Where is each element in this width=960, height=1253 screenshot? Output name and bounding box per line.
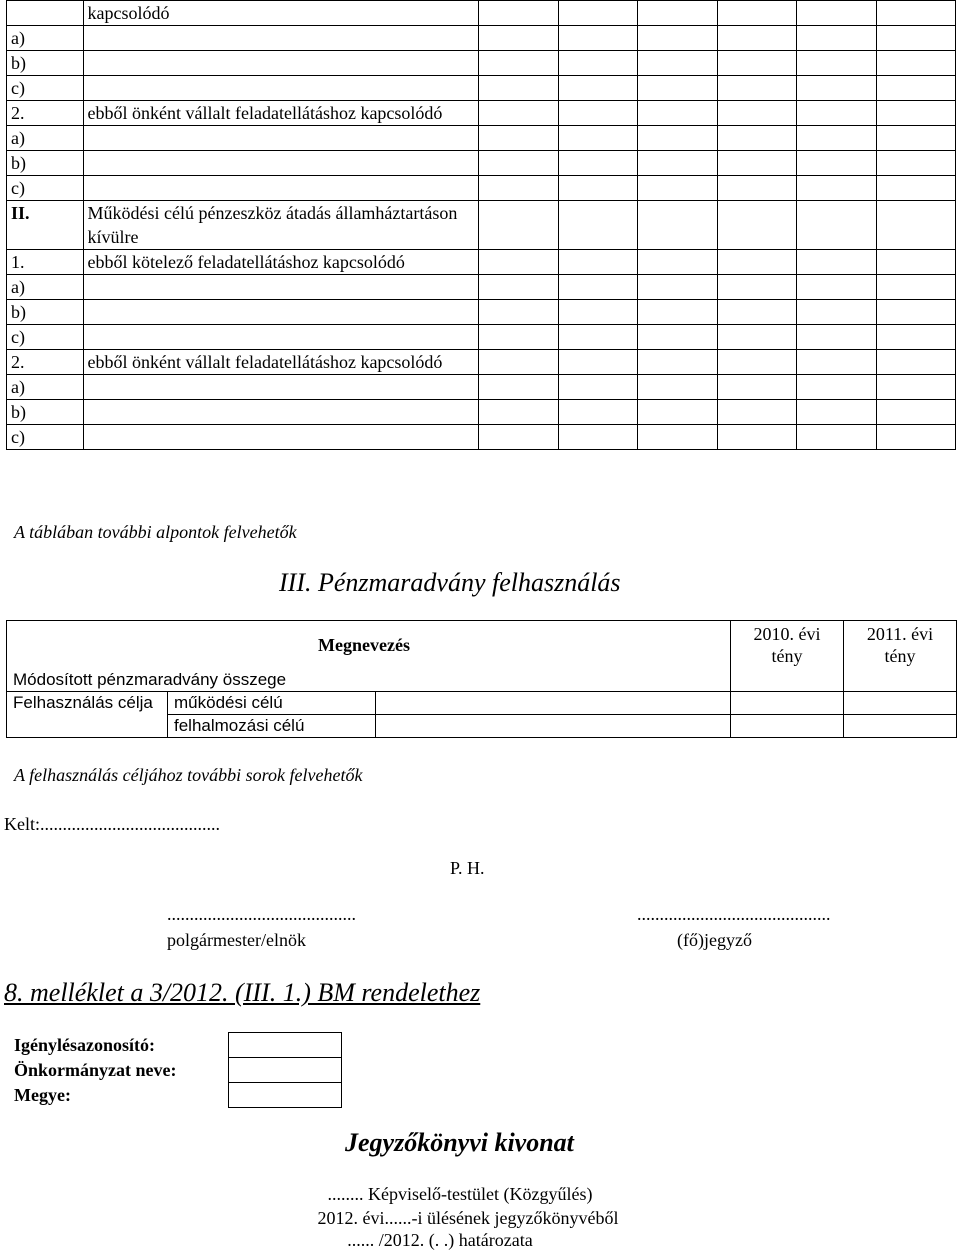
- row-label: [83, 76, 479, 101]
- sub-felhalmozasi: [168, 715, 376, 738]
- label-igenyles: Igénylésazonosító:: [14, 1035, 155, 1055]
- value-cell: [876, 425, 956, 450]
- table-row: [7, 300, 956, 325]
- value-cell: [797, 300, 876, 325]
- jkv-line-1: ........ Képviselő-testület (Közgyűlés): [327, 1184, 593, 1204]
- value-cell: [558, 250, 637, 275]
- value-cell: [558, 1, 637, 26]
- table-row: [7, 26, 956, 51]
- value-cell: [558, 201, 637, 250]
- table-row: [7, 201, 956, 250]
- row-number: 1.: [7, 250, 84, 275]
- row-label: [83, 126, 479, 151]
- value-cell: [797, 1, 876, 26]
- value-cell: [558, 400, 637, 425]
- value-cell: [558, 101, 637, 126]
- sub-felhalmozasi-label: felhalmozási célú: [174, 716, 305, 735]
- value-cell: [638, 176, 717, 201]
- value-cell: [479, 126, 558, 151]
- row-number: c): [7, 425, 84, 450]
- value-cell: [797, 350, 876, 375]
- cell-empty-1: [376, 692, 731, 715]
- value-cell: [797, 76, 876, 101]
- value-cell: [717, 76, 796, 101]
- row-label: [83, 51, 479, 76]
- cell-felhalmozasi-2011: [844, 715, 957, 738]
- value-cell: [797, 201, 876, 250]
- value-cell: [797, 126, 876, 151]
- row-label: [83, 151, 479, 176]
- value-cell: [479, 275, 558, 300]
- value-cell: [797, 176, 876, 201]
- value-cell: [479, 250, 558, 275]
- value-cell: [876, 325, 956, 350]
- row-number: a): [7, 375, 84, 400]
- value-cell: [717, 26, 796, 51]
- value-cell: [797, 250, 876, 275]
- value-cell: [876, 76, 956, 101]
- note-additional-subpoints: A táblában további alpontok felvehetők: [14, 522, 297, 542]
- row-label: [83, 176, 479, 201]
- value-cell: [876, 400, 956, 425]
- value-cell: [638, 325, 717, 350]
- table-row: [7, 51, 956, 76]
- penzmaradvany-table: [6, 620, 957, 738]
- table-row: [7, 76, 956, 101]
- budget-continuation-table: [6, 0, 956, 450]
- table-row: [7, 325, 956, 350]
- value-cell: [558, 375, 637, 400]
- annex-title: 8. melléklet a 3/2012. (III. 1.) BM rendelethez: [4, 978, 481, 1007]
- table-row: [7, 425, 956, 450]
- value-cell: [876, 250, 956, 275]
- row-number: b): [7, 51, 84, 76]
- sub-mukodesi: [168, 692, 376, 715]
- value-cell: [638, 425, 717, 450]
- value-cell: [638, 126, 717, 151]
- value-cell: [797, 151, 876, 176]
- table-row: [7, 400, 956, 425]
- value-cell: [797, 51, 876, 76]
- row-number: 2.: [7, 101, 84, 126]
- value-cell: [876, 350, 956, 375]
- row-number: b): [7, 300, 84, 325]
- value-cell: [876, 176, 956, 201]
- value-cell: [876, 300, 956, 325]
- value-cell: [638, 400, 717, 425]
- value-cell: [479, 425, 558, 450]
- cell-felhalmozasi-2010: [731, 715, 844, 738]
- value-cell: [638, 375, 717, 400]
- value-cell: [558, 325, 637, 350]
- table-row: [7, 275, 956, 300]
- onkormanyzat-input-box[interactable]: [228, 1057, 342, 1083]
- table-row: [7, 375, 956, 400]
- value-cell: [479, 1, 558, 26]
- value-cell: [479, 201, 558, 250]
- header-2011: [844, 621, 957, 692]
- row-number: [7, 1, 84, 26]
- value-cell: [797, 275, 876, 300]
- value-cell: [558, 51, 637, 76]
- value-cell: [479, 400, 558, 425]
- value-cell: [717, 350, 796, 375]
- row-number: c): [7, 176, 84, 201]
- value-cell: [876, 51, 956, 76]
- value-cell: [638, 300, 717, 325]
- row-label: ebből kötelező feladatellátáshoz kapcsolódó: [83, 250, 479, 275]
- value-cell: [717, 325, 796, 350]
- value-cell: [479, 375, 558, 400]
- jkv-title: Jegyzőkönyvi kivonat: [345, 1128, 574, 1157]
- header-2011-label: 2011. évi tény: [866, 624, 934, 666]
- value-cell: [638, 250, 717, 275]
- value-cell: [797, 425, 876, 450]
- header-megnevezes: [7, 621, 731, 670]
- header-2010-label: 2010. évi tény: [753, 624, 821, 666]
- value-cell: [717, 176, 796, 201]
- value-cell: [876, 201, 956, 250]
- value-cell: [717, 275, 796, 300]
- value-cell: [558, 176, 637, 201]
- table-row: [7, 250, 956, 275]
- value-cell: [638, 26, 717, 51]
- row-label: [83, 26, 479, 51]
- value-cell: [479, 151, 558, 176]
- value-cell: [797, 325, 876, 350]
- table-row: [7, 101, 956, 126]
- row-felhasznalas: [7, 692, 168, 738]
- row-label: [83, 275, 479, 300]
- value-cell: [479, 325, 558, 350]
- section-title-penzmaradvany: III. Pénzmaradvány felhasználás: [279, 568, 621, 597]
- value-cell: [638, 151, 717, 176]
- value-cell: [479, 300, 558, 325]
- value-cell: [797, 101, 876, 126]
- row-label: [83, 375, 479, 400]
- row-label: ebből önként vállalt feladatellátáshoz kapcsolódó: [83, 101, 479, 126]
- value-cell: [558, 350, 637, 375]
- label-megye: Megye:: [14, 1085, 71, 1105]
- value-cell: [876, 151, 956, 176]
- value-cell: [479, 101, 558, 126]
- signature-left-dots: ..........................................: [167, 904, 356, 924]
- value-cell: [479, 26, 558, 51]
- igenyles-input-box[interactable]: [228, 1032, 342, 1058]
- value-cell: [558, 300, 637, 325]
- kelt-line: Kelt:........................................: [4, 814, 220, 834]
- value-cell: [876, 126, 956, 151]
- value-cell: [638, 1, 717, 26]
- value-cell: [717, 375, 796, 400]
- value-cell: [558, 126, 637, 151]
- jkv-line-3: ...... /2012. (. .) határozata: [347, 1230, 533, 1250]
- table-row: [7, 1, 956, 26]
- value-cell: [876, 26, 956, 51]
- value-cell: [638, 76, 717, 101]
- row-number: a): [7, 26, 84, 51]
- value-cell: [717, 300, 796, 325]
- row-number: 2.: [7, 350, 84, 375]
- value-cell: [797, 26, 876, 51]
- row-modositott-label: Módosított pénzmaradvány összege: [13, 670, 287, 689]
- signature-right-label: (fő)jegyző: [677, 930, 752, 950]
- value-cell: [558, 26, 637, 51]
- row-number: a): [7, 275, 84, 300]
- row-number: II.: [7, 201, 84, 250]
- signature-right-dots: ...........................................: [637, 904, 831, 924]
- value-cell: [876, 1, 956, 26]
- value-cell: [479, 176, 558, 201]
- label-onkormanyzat: Önkormányzat neve:: [14, 1060, 177, 1080]
- row-label: [83, 400, 479, 425]
- cell-mukodesi-2010: [731, 692, 844, 715]
- cell-mukodesi-2011: [844, 692, 957, 715]
- row-number: a): [7, 126, 84, 151]
- value-cell: [638, 275, 717, 300]
- row-label: [83, 425, 479, 450]
- row-felhasznalas-label: Felhasználás célja: [13, 693, 153, 712]
- row-label: [83, 300, 479, 325]
- value-cell: [717, 400, 796, 425]
- value-cell: [717, 201, 796, 250]
- value-cell: [638, 350, 717, 375]
- value-cell: [638, 201, 717, 250]
- value-cell: [558, 151, 637, 176]
- header-2010: [731, 621, 844, 692]
- table-row: [7, 176, 956, 201]
- value-cell: [479, 350, 558, 375]
- table-row: [7, 350, 956, 375]
- jkv-line-2: 2012. évi......-i ülésének jegyzőkönyvéből: [317, 1208, 619, 1228]
- value-cell: [797, 375, 876, 400]
- ph-stamp-label: P. H.: [450, 858, 485, 878]
- header-megnevezes-label: Megnevezés: [318, 635, 410, 655]
- row-number: b): [7, 151, 84, 176]
- value-cell: [717, 51, 796, 76]
- row-modositott: [7, 669, 731, 692]
- row-label: Működési célú pénzeszköz átadás államháztartáson kívülre: [83, 201, 479, 250]
- value-cell: [797, 400, 876, 425]
- value-cell: [638, 101, 717, 126]
- sub-mukodesi-label: működési célú: [174, 693, 283, 712]
- table-row: [7, 151, 956, 176]
- value-cell: [479, 76, 558, 101]
- row-label: ebből önként vállalt feladatellátáshoz kapcsolódó: [83, 350, 479, 375]
- row-number: c): [7, 325, 84, 350]
- value-cell: [876, 275, 956, 300]
- value-cell: [876, 101, 956, 126]
- value-cell: [638, 51, 717, 76]
- value-cell: [479, 51, 558, 76]
- value-cell: [876, 375, 956, 400]
- value-cell: [558, 275, 637, 300]
- row-label: [83, 325, 479, 350]
- signature-left-label: polgármester/elnök: [167, 930, 306, 950]
- megye-input-box[interactable]: [228, 1082, 342, 1108]
- value-cell: [717, 101, 796, 126]
- note-additional-rows: A felhasználás céljához további sorok felvehetők: [14, 765, 363, 785]
- value-cell: [717, 126, 796, 151]
- value-cell: [717, 250, 796, 275]
- value-cell: [717, 151, 796, 176]
- row-number: c): [7, 76, 84, 101]
- cell-empty-2: [376, 715, 731, 738]
- table-row: [7, 126, 956, 151]
- value-cell: [558, 425, 637, 450]
- row-label: kapcsolódó: [83, 1, 479, 26]
- row-number: b): [7, 400, 84, 425]
- value-cell: [717, 425, 796, 450]
- value-cell: [717, 1, 796, 26]
- value-cell: [558, 76, 637, 101]
